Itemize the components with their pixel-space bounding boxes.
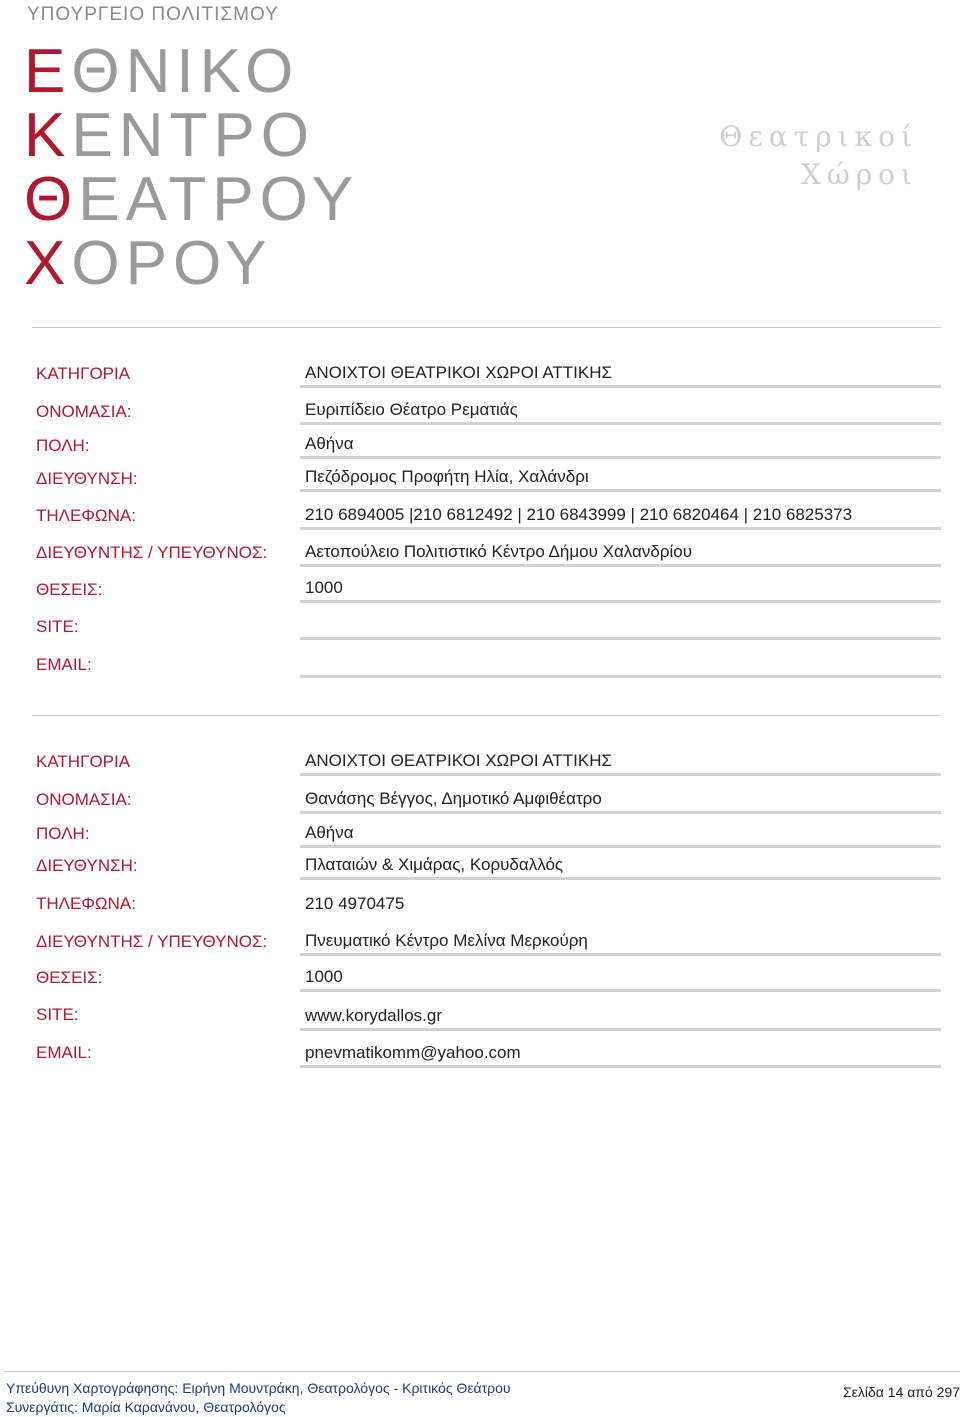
logo-line — [24, 37, 300, 106]
value-phones: 210 4970475 — [305, 894, 405, 913]
label-email: EMAIL: — [36, 1043, 92, 1062]
logo-line — [24, 229, 274, 298]
title-line-1: Θεατρικοί — [719, 120, 918, 153]
value-city: Αθήνα — [300, 433, 941, 459]
label-phones: ΤΗΛΕΦΩΝΑ: — [36, 894, 136, 913]
label-city: ΠΟΛΗ: — [36, 436, 90, 455]
label-director: ΔΙΕΥΘΥΝΤΗΣ / ΥΠΕΥΘΥΝΟΣ: — [36, 543, 268, 562]
page-title — [719, 118, 918, 194]
value-site[interactable]: www.korydallos.gr — [300, 1005, 941, 1031]
value-category: ΑΝΟΙΧΤΟΙ ΘΕΑΤΡΙΚΟΙ ΧΩΡΟΙ ΑΤΤΙΚΗΣ — [300, 750, 941, 776]
logo-rest: ΕΝΤΡΟ — [71, 101, 315, 170]
label-seats: ΘΕΣΕΙΣ: — [36, 580, 103, 599]
value-category: ΑΝΟΙΧΤΟΙ ΘΕΑΤΡΙΚΟΙ ΧΩΡΟΙ ΑΤΤΙΚΗΣ — [300, 362, 941, 388]
label-category: ΚΑΤΗΓΟΡΙΑ — [36, 752, 131, 771]
label-phones: ΤΗΛΕΦΩΝΑ: — [36, 506, 136, 525]
label-address: ΔΙΕΥΘΥΝΣΗ: — [36, 856, 138, 875]
value-address: Πλαταιών & Χιμάρας, Κορυδαλλός — [300, 854, 941, 880]
logo-initial: Κ — [24, 101, 72, 170]
ekethx-logo — [24, 37, 360, 298]
logo-rest: ΕΑΤΡΟΥ — [78, 165, 360, 234]
logo-initial: Θ — [24, 165, 79, 234]
section-divider — [32, 327, 941, 328]
label-email: EMAIL: — [36, 655, 92, 674]
value-email[interactable]: pnevmatikomm@yahoo.com — [300, 1042, 941, 1068]
logo-rest: ΟΡΟΥ — [71, 229, 273, 298]
value-city: Αθήνα — [300, 822, 941, 848]
value-name: Θανάσης Βέγγος, Δημοτικό Αμφιθέατρο — [300, 788, 941, 814]
value-site — [300, 614, 941, 640]
value-seats: 1000 — [300, 966, 941, 992]
footer-author: Υπεύθυνη Χαρτογράφησης: Ειρήνη Μουντράκη, Θεατρολόγος - Κριτικός Θεάτρου — [6, 1380, 511, 1396]
logo-line — [24, 165, 360, 234]
label-name: ΟΝΟΜΑΣΙΑ: — [36, 402, 132, 421]
value-phones: 210 6894005 |210 6812492 | 210 6843999 | 210 6820464 | 210 6825373 — [300, 504, 941, 530]
value-name: Ευριπίδειο Θέατρο Ρεματιάς — [300, 399, 941, 425]
page-number: Σελίδα 14 από 297 — [842, 1384, 960, 1400]
page-footer — [4, 1371, 960, 1415]
value-email — [300, 652, 941, 678]
value-seats: 1000 — [300, 577, 941, 603]
label-category: ΚΑΤΗΓΟΡΙΑ — [36, 364, 131, 383]
label-director: ΔΙΕΥΘΥΝΤΗΣ / ΥΠΕΥΘΥΝΟΣ: — [36, 932, 268, 951]
label-site: SITE: — [36, 1005, 79, 1024]
label-address: ΔΙΕΥΘΥΝΣΗ: — [36, 469, 138, 488]
value-director: Πνευματικό Κέντρο Μελίνα Μερκούρη — [300, 930, 941, 956]
label-name: ΟΝΟΜΑΣΙΑ: — [36, 790, 132, 809]
title-line-2: Χώροι — [800, 158, 918, 191]
value-address: Πεζόδρομος Προφήτη Ηλία, Χαλάνδρι — [300, 466, 941, 492]
label-site: SITE: — [36, 617, 79, 636]
ministry-title: ΥΠΟΥΡΓΕΙΟ ΠΟΛΙΤΙΣΜΟΥ — [27, 4, 279, 25]
footer-collaborator: Συνεργάτις: Μαρία Καρανάνου, Θεατρολόγος — [6, 1399, 286, 1415]
section-divider — [32, 715, 941, 716]
value-director: Αετοπούλειο Πολιτιστικό Κέντρο Δήμου Χαλανδρίου — [300, 541, 941, 567]
logo-initial: Χ — [24, 229, 72, 298]
label-city: ΠΟΛΗ: — [36, 824, 90, 843]
label-seats: ΘΕΣΕΙΣ: — [36, 968, 103, 987]
logo-rest: ΘΝΙΚΟ — [71, 37, 300, 106]
logo-initial: Ε — [24, 37, 72, 106]
logo-line — [24, 101, 315, 170]
